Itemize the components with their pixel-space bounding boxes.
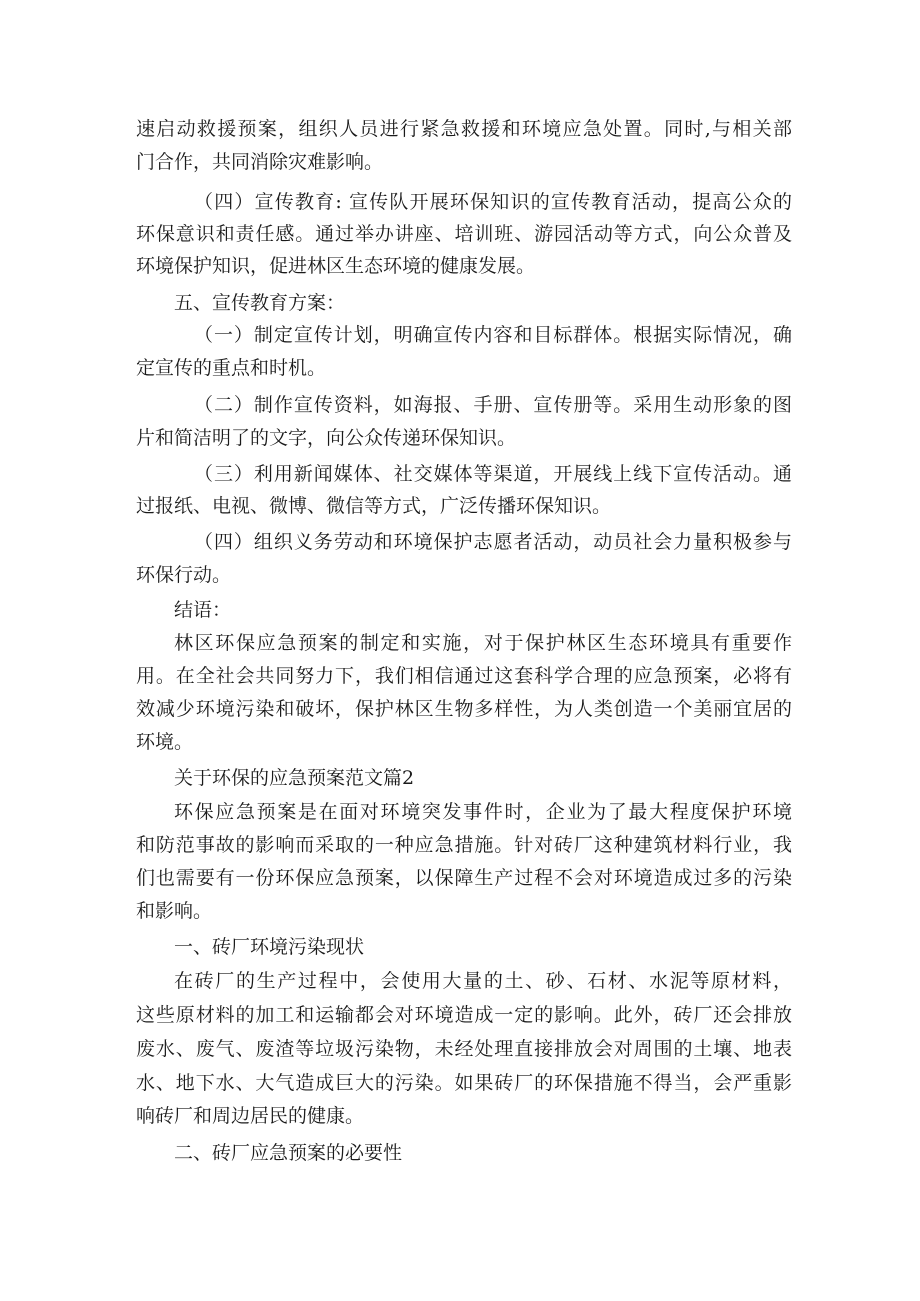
text-line: 们也需要有一份环保应急预案，以保障生产过程不会对环境造成过多的污染 bbox=[136, 867, 792, 889]
text-line: 废水、废气、废渣等垃圾污染物，未经处理直接排放会对周围的土壤、地表 bbox=[136, 1038, 792, 1060]
section-heading: 一、砖厂环境污染现状 bbox=[174, 936, 365, 958]
text-line: 和防范事故的影响而采取的一种应急措施。针对砖厂这种建筑材料行业，我 bbox=[136, 834, 792, 856]
text-line: 速启动救援预案，组织人员进行紧急救援和环境应急处置。同时,与相关部 bbox=[136, 118, 792, 140]
text-line: （四）宣传教育: 宣传队开展环保知识的宣传教育活动，提高公众的 bbox=[194, 191, 792, 213]
text-line: 和影响。 bbox=[136, 900, 213, 922]
text-line: 环保应急预案是在面对环境突发事件时，企业为了最大程度保护环境 bbox=[174, 801, 792, 823]
text-line: 片和简洁明了的文字，向公众传递环保知识。 bbox=[136, 427, 517, 449]
text-line: 在砖厂的生产过程中，会使用大量的土、砂、石材、水泥等原材料， bbox=[174, 970, 792, 992]
text-line: 这些原材料的加工和运输都会对环境造成一定的影响。此外，砖厂还会排放 bbox=[136, 1004, 792, 1026]
text-line: 环境。 bbox=[136, 731, 194, 753]
section-heading: 结语： bbox=[174, 599, 232, 621]
section-heading: 二、砖厂应急预案的必要性 bbox=[174, 1142, 403, 1164]
text-line: 环境保护知识，促进林区生态环境的健康发展。 bbox=[136, 255, 536, 277]
text-line: 林区环保应急预案的制定和实施，对于保护林区生态环境具有重要作 bbox=[174, 632, 792, 654]
text-line: 过报纸、电视、微博、微信等方式，广泛传播环保知识。 bbox=[136, 495, 612, 517]
text-line: （四）组织义务劳动和环境保护志愿者活动，动员社会力量积极参与 bbox=[194, 531, 792, 553]
text-line: （一）制定宣传计划，明确宣传内容和目标群体。根据实际情况，确 bbox=[194, 324, 792, 346]
text-line: 响砖厂和周边居民的健康。 bbox=[136, 1105, 365, 1127]
text-line: 效减少环境污染和破坏，保护林区生物多样性，为人类创造一个美丽宜居的 bbox=[136, 698, 792, 720]
text-line: 门合作，共同消除灾难影响。 bbox=[136, 151, 384, 173]
text-line: （二）制作宣传资料，如海报、手册、宣传册等。采用生动形象的图 bbox=[194, 394, 792, 416]
article-title: 关于环保的应急预案范文篇2 bbox=[174, 767, 415, 789]
text-line: 水、地下水、大气造成巨大的污染。如果砖厂的环保措施不得当，会严重影 bbox=[136, 1072, 792, 1094]
section-heading: 五、宣传教育方案： bbox=[174, 292, 346, 314]
text-line: 环保行动。 bbox=[136, 564, 232, 586]
text-line: 用。在全社会共同努力下，我们相信通过这套科学合理的应急预案，必将有 bbox=[136, 665, 792, 687]
text-line: 环保意识和责任感。通过举办讲座、培训班、游园活动等方式，向公众普及 bbox=[136, 223, 792, 245]
text-line: 定宣传的重点和时机。 bbox=[136, 357, 327, 379]
text-line: （三）利用新闻媒体、社交媒体等渠道，开展线上线下宣传活动。通 bbox=[194, 463, 792, 485]
